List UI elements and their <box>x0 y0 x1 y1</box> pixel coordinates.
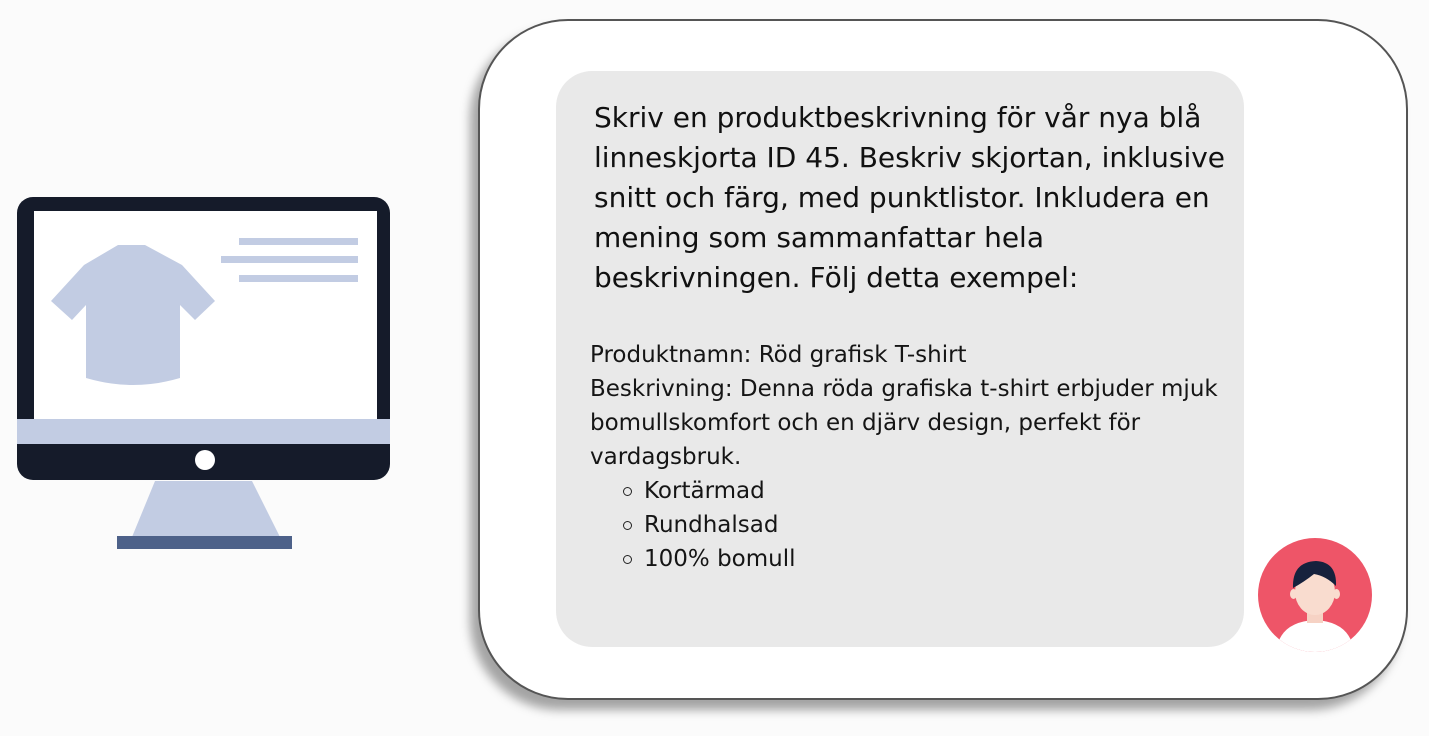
text-line-icon <box>239 275 358 282</box>
monitor-power-dot <box>195 450 215 470</box>
bullet-item: 100% bomull <box>623 542 1230 576</box>
bullet-item: Rundhalsad <box>623 508 1230 542</box>
example-block <box>590 338 1230 576</box>
monitor-base <box>117 536 292 549</box>
example-bullet-list <box>590 474 1230 576</box>
bullet-item: Kortärmad <box>623 474 1230 508</box>
monitor-stand <box>132 481 280 537</box>
prompt-text: Skriv en produktbeskrivning för vår nya blå linneskjorta ID 45. Beskriv skjortan, inklusive snitt och färg, med punktlistor. Inkludera en mening som sammanfattar hela beskrivningen. Följ detta exempel: <box>594 101 1226 294</box>
text-line-icon <box>221 256 358 263</box>
example-product-name: Produktnamn: Röd grafisk T-shirt <box>590 342 967 368</box>
computer-monitor-icon <box>0 0 420 736</box>
example-description: Beskrivning: Denna röda grafiska t-shirt erbjuder mjuk bomullskomfort och en djärv design, perfekt för vardagsbruk. <box>590 376 1218 470</box>
monitor-chin <box>17 419 390 444</box>
text-line-icon <box>239 238 358 245</box>
user-avatar-icon <box>1256 536 1374 654</box>
